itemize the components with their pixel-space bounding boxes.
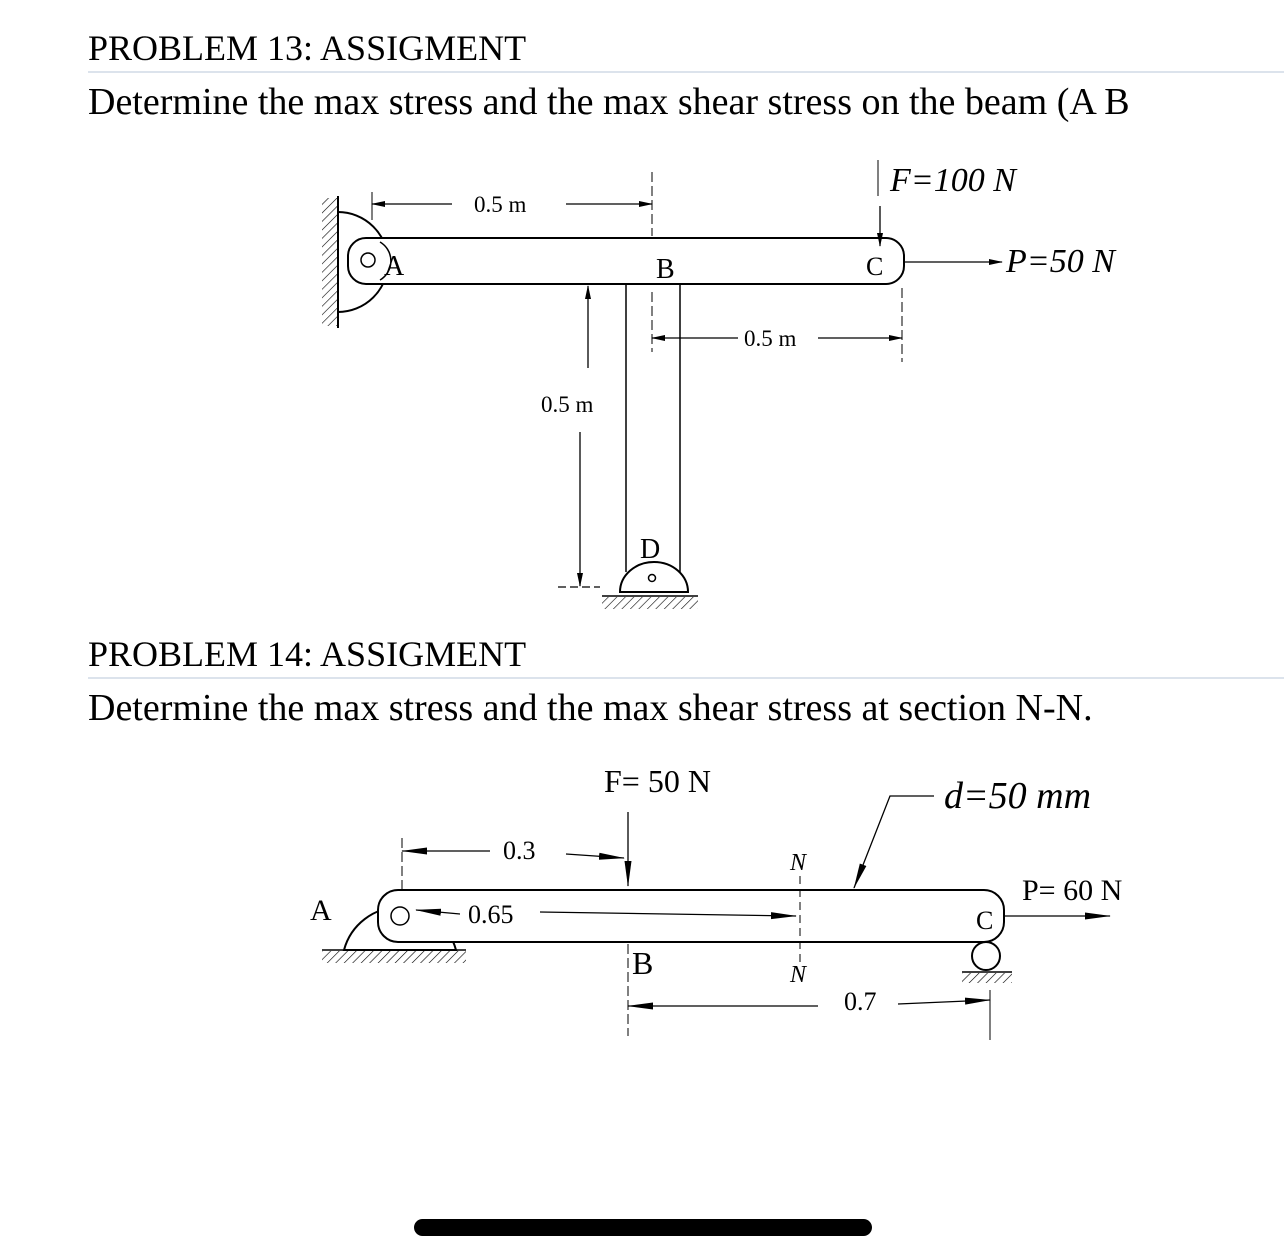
problem-14-figure — [0, 750, 1284, 1050]
dim-065-label: 0.65 — [468, 900, 514, 929]
section-n-top-label: N — [790, 850, 807, 876]
dim-07-label: 0.7 — [844, 987, 877, 1016]
force-p-label: P= 60 N — [1022, 874, 1123, 907]
problem-13-figure — [0, 150, 1284, 650]
force-f-label: F=100 N — [890, 162, 1016, 199]
label-c: C — [976, 906, 994, 935]
force-f-label: F= 50 N — [604, 763, 711, 799]
section-n-bottom-label: N — [790, 962, 807, 988]
dim-top-label: 0.5 m — [474, 192, 527, 217]
pin-a — [361, 253, 375, 267]
label-c: C — [866, 252, 884, 281]
dim-right-label: 0.5 m — [744, 326, 797, 351]
pin-support-d — [602, 562, 698, 609]
problem-13-divider — [88, 71, 1284, 73]
roller-support-c — [962, 942, 1012, 983]
label-d: D — [640, 534, 661, 565]
force-p-label: P=50 N — [1006, 243, 1115, 280]
pin-a — [391, 907, 409, 925]
problem-13-statement: Determine the max stress and the max shear stress on the beam (A B — [88, 81, 1130, 123]
label-a: A — [384, 251, 405, 282]
problem-13-heading: PROBLEM 13: ASSIGMENT — [88, 28, 527, 68]
beam-abc — [348, 238, 904, 284]
diameter-label: d=50 mm — [944, 775, 1092, 817]
label-b: B — [632, 945, 654, 981]
home-indicator[interactable] — [414, 1219, 872, 1236]
problem-14-divider — [88, 677, 1284, 679]
dim-vertical-label: 0.5 m — [541, 392, 594, 417]
dim-03-label: 0.3 — [503, 836, 536, 865]
problem-14-statement: Determine the max stress and the max shear stress at section N-N. — [88, 687, 1093, 729]
label-a: A — [310, 894, 332, 927]
problem-14-heading: PROBLEM 14: ASSIGMENT — [88, 634, 527, 674]
label-b: B — [656, 254, 675, 285]
